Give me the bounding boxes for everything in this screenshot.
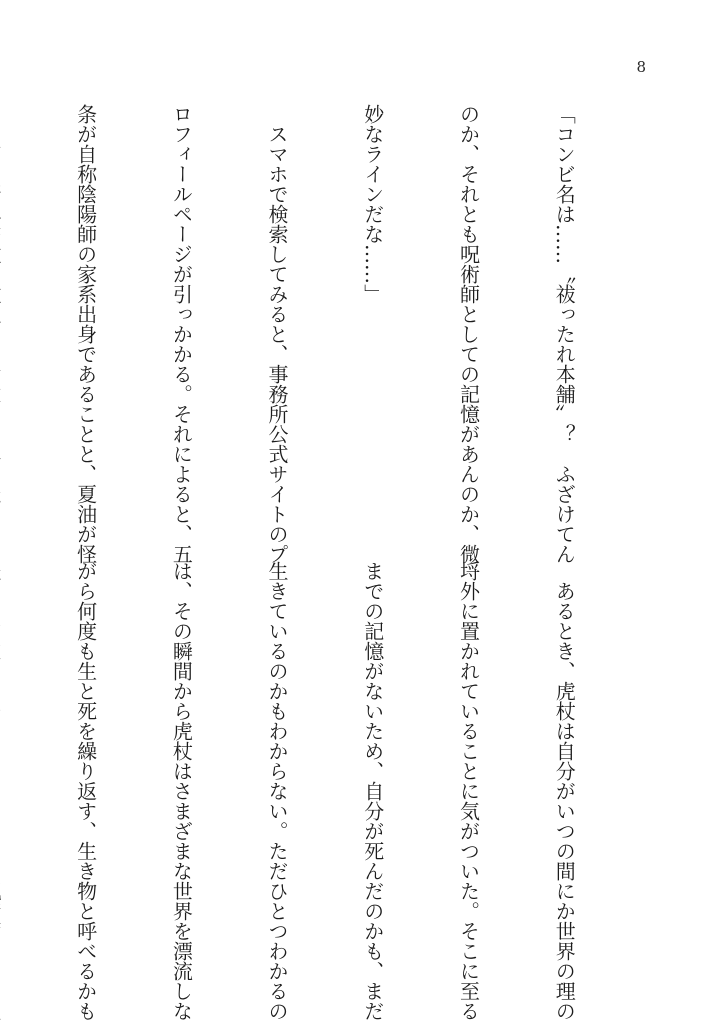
text-line: 生きているのかもわからない。ただひとつわかるの — [265, 561, 290, 1021]
text-line: あるとき、虎杖は自分がいつの間にか世界の理の — [552, 561, 577, 1021]
text-line: 埒外に置かれていることに気がついた。そこに至る — [456, 561, 481, 1021]
text-line — [0, 561, 5, 966]
upper-text-block — [73, 104, 643, 564]
text-line: ロフィールページが引っかかる。それによると、五 — [169, 104, 194, 564]
text-line: 「コンビ名は……〝祓ったれ本舗〟？ ふざけてん — [552, 104, 577, 564]
text-line: のか、それとも呪術師としての記憶があんのか、微 — [456, 104, 481, 564]
text-line: までの記憶がないため、自分が死んだのかも、まだ — [360, 561, 385, 1021]
text-line: がら何度も生と死を繰り返す、生き物と呼べるかも — [73, 561, 98, 1021]
lower-text-block — [73, 561, 643, 1021]
text-line — [0, 104, 5, 509]
text-line: 条が自称陰陽師の家系出身であることと、夏油が怪 — [73, 104, 98, 564]
page-number: 8 — [636, 58, 646, 76]
text-line: 妙なラインだな……」 — [360, 104, 385, 304]
text-line: スマホで検索してみると、事務所公式サイトのプ — [265, 104, 290, 564]
text-line: は、その瞬間から虎杖はさまざまな世界を漂流しな — [169, 561, 194, 1021]
